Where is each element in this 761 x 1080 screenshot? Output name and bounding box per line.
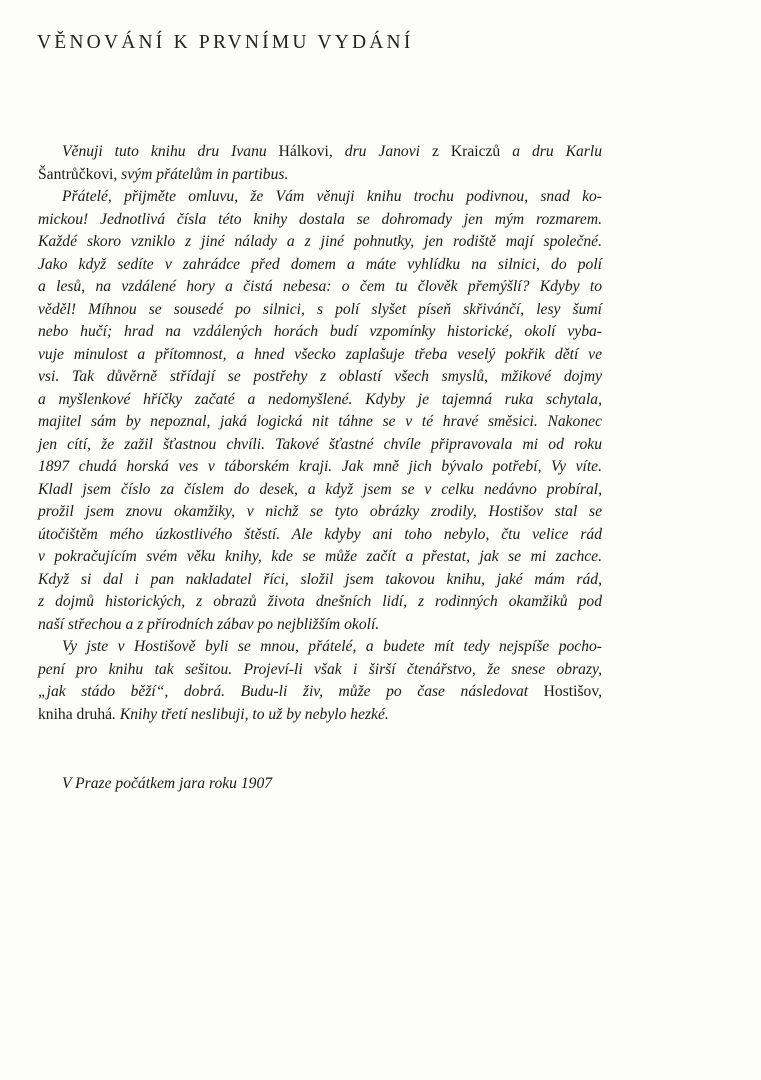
text-line: prožil jsem znovu okamžiky, v nichž se tyto obrázky zrodily, Hostišov stal se [38,503,602,520]
text-line: jen cítí, že zažil šťastnou chvíli. Takové šťastné chvíle připravovala mi od roku [38,435,602,453]
text-line: Kladl jsem číslo za číslem do desek, a když jsem se v celku nedávno probíral, [38,480,602,498]
text-line: Vy jste v Hostišově byli se mnou, přátelé, a budete mít tedy nejspíše pocho- [62,638,602,655]
text-line: v pokračujícím svém věku knihy, kde se může začít a přestat, jak se mi zachce. [38,548,602,565]
text-line: útočištěm mého úzkostlivého štěstí. Ale kdyby ani toho nebylo, čtu velice rád [38,525,602,543]
text-fragment: . Knihy třetí neslibuji, to už by nebylo hezké. [112,705,389,723]
text-fragment: , svým přátelům in partibus. [113,165,289,183]
text-line: Přátelé, přijměte omluvu, že Vám věnuji knihu trochu podivnou, snad ko- [62,188,602,205]
dedication-text [38,141,602,726]
name-roman: z Kraiczů [431,143,501,160]
text-line: nebo hučí; hrad na vzdálených horách budí vzpomínky historické, okolí vyba- [38,323,602,340]
book-title-roman: kniha druhá [38,705,113,723]
text-line: vuje minulost a přítomnost, a hned všecko zaplašuje třeba veselý pokřik dětí ve [38,345,602,363]
text-line: Když si dal i pan nakladatel říci, složil jsem takovou knihu, jaké mám rád, [38,570,602,588]
text-fragment: Věnuji tuto knihu dru Ivanu [62,143,279,160]
text-line: věděl! Míhnou se sousedé po silnici, s polí slyšet píseň skřivánčí, lesy šumí [38,300,602,318]
text-line: vsi. Tak důvěrně střídají se postřehy z oblastí všech smyslů, mžikové dojmy [38,368,602,385]
text-fragment: , dru Janovi [328,143,432,160]
text-line [62,141,602,164]
name-roman: Šantrůčkovi [38,165,114,183]
text-fragment: a dru Karlu [500,143,602,160]
text-line: pení pro knihu tak sešitou. Projeví-li však i širší čtenářstvo, že snese obrazy, [38,660,602,678]
signature-line: V Praze počátkem jara roku 1907 [62,775,273,792]
text-line: a lesů, na vzdálené hory a čistá nebesa: o čem tu člověk přemýšlí? Kdyby to [38,278,602,295]
text-line: naší střechou a z přírodních zábav po nejbližším okolí. [38,615,380,633]
book-title-roman: Hostišov, [543,683,602,700]
text-line: Jako když sedíte v zahrádce před domem a máte vyhlídku na silnici, do polí [38,255,602,273]
text-line: majitel sám by nepoznal, jaká logická nit táhne se v té hravé směsici. Nakonec [38,413,602,430]
text-line [38,164,602,187]
page-title: VĚNOVÁNÍ K PRVNÍMU VYDÁNÍ [37,32,414,53]
text-line [38,681,602,704]
name-roman: Hálkovi [278,143,329,160]
text-line: z dojmů historických, z obrazů života dnešních lidí, z rodinných okamžiků pod [38,593,602,610]
text-line [38,704,602,727]
text-line: Každé skoro vzniklo z jiné nálady a z jiné pohnutky, jen rodiště mají společné. [38,233,602,250]
text-line: a myšlenkové hříčky začaté a nedomyšlené. Kdyby je tajemná ruka schytala, [38,390,602,408]
text-fragment: „jak stádo běží“, dobrá. Budu-li živ, může po čase následovat [38,683,544,700]
text-line: mickou! Jednotlivá čísla této knihy dostala se dohromady jen mým rozmarem. [38,210,602,228]
text-line: 1897 chudá horská ves v táborském kraji. Jak mně jich bývalo potřebí, Vy víte. [38,458,602,475]
